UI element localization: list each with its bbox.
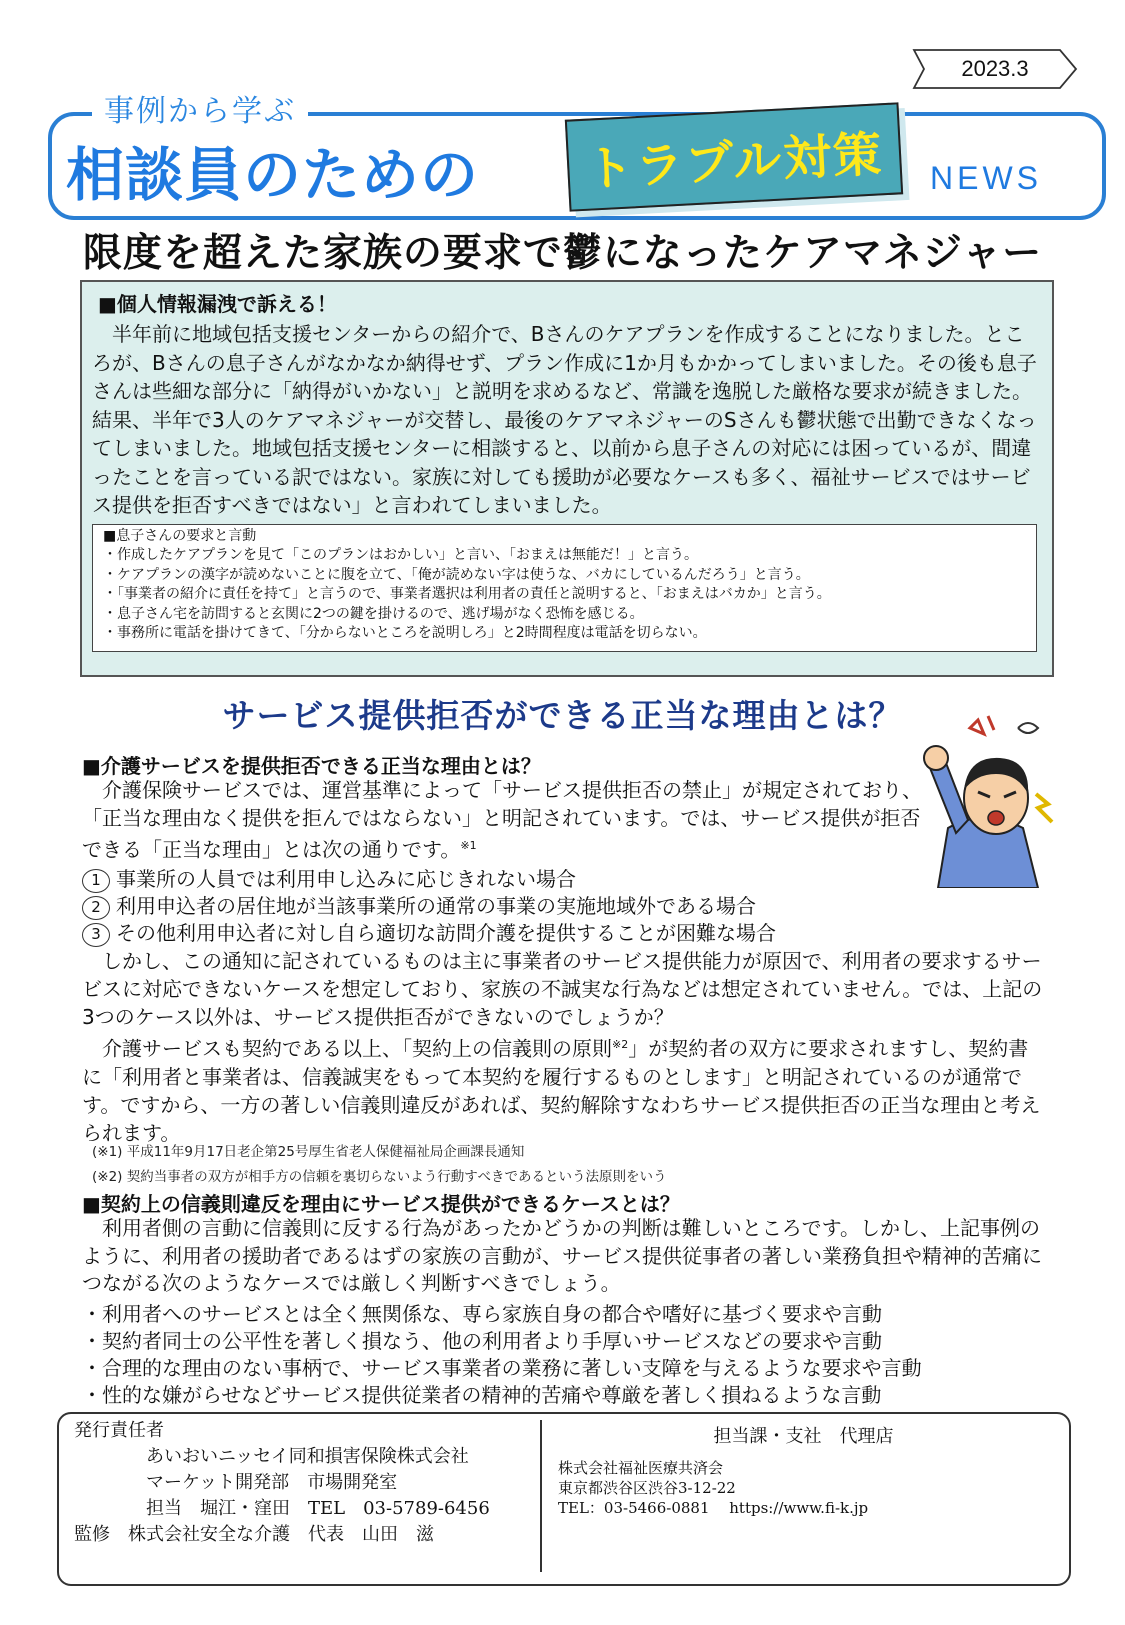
son-behavior-heading: ■息子さんの要求と言動 [103, 528, 257, 544]
page-headline: 限度を超えた家族の要求で鬱になったケアマネジャー [82, 231, 1043, 276]
reason-text: その他利用申込者に対し自ら適切な訪問介護を提供することが困難な場合 [116, 921, 776, 945]
para2-text-a: 介護サービスも契約である以上、「契約上の信義則の原則 [102, 1036, 612, 1061]
son-behavior-item: ・作成したケアプランを見て「このプランはおかしい」と言い、「おまえは無能だ！」と言う。 [103, 547, 698, 563]
footnote: (※1) 平成11年9月17日老企第25号厚生省老人保健福祉局企画課長通知 [92, 1144, 525, 1160]
list-item: ・契約者同士の公平性を著しく損なう、他の利用者より手厚いサービスなどの要求や言動 [82, 1329, 882, 1353]
publisher-line: 担当 堀江・窪田 TEL 03-5789-6456 [74, 1498, 490, 1519]
footnotes [92, 1140, 666, 1190]
sub-headline: サービス提供拒否ができる正当な理由とは？ [222, 696, 903, 735]
footnote: (※2) 契約当事者の双方が相手方の信頼を裏切らないよう行動すべきであるという法原則をいう [92, 1169, 667, 1185]
issue-date: 2023.3 [961, 56, 1029, 81]
case-heading: ■個人情報漏洩で訴える！ [98, 292, 337, 316]
son-behavior-item: ・「事業者の紹介に責任を持て」と言うので、事業者選択は利用者の責任と説明すると、「おまえはバカか」と言う。 [103, 586, 831, 602]
agency-line: 東京都渋谷区渋谷3-12-22 [558, 1479, 736, 1497]
header-kicker: 事例から学ぶ [92, 86, 308, 130]
trouble-banner [565, 102, 903, 211]
angry-man-illustration [908, 708, 1058, 888]
reason-text: 事業所の人員では利用申し込みに応じきれない場合 [116, 867, 576, 891]
news-label: NEWS [930, 160, 1042, 196]
date-tag [910, 48, 1080, 90]
reason-text: 利用申込者の居住地が当該事業所の通常の事業の実施地域外である場合 [116, 894, 756, 918]
agency-line: 株式会社福祉医療共済会 [558, 1459, 724, 1477]
reason-number: 2 [82, 896, 110, 920]
footnote-ref: ※2 [612, 1038, 629, 1051]
section1-heading: ■介護サービスを提供拒否できる正当な理由とは？ [82, 754, 541, 778]
publisher-line: 発行責任者 [74, 1420, 164, 1441]
agency-info [558, 1458, 868, 1518]
son-behavior-item: ・事務所に電話を掛けてきて、「分からないところを説明しろ」と2時間程度は電話を切らない。 [103, 625, 707, 641]
section2-body: 利用者側の言動に信義則に反する行為があったかどうかの判断は難しいところです。しかし、上記事例のように、利用者の援助者であるはずの家族の言動が、サービス提供従事者の著しい業務負担や精神的苦痛につながる次のようなケースでは厳しく判断すべきでしょう。 [82, 1216, 1042, 1295]
agency-line: TEL：03-5466-0881 https://www.fi-k.jp [558, 1499, 869, 1517]
section1-intro-text: 介護保険サービスでは、運営基準によって「サービス提供拒否の禁止」が規定されており、「正当な理由なく提供を拒んではならない」と明記されています。では、サービス提供が拒否できる「正当な理由」とは次の通りです。 [82, 778, 922, 862]
section1-paragraph [82, 1031, 1047, 1147]
reason-item [82, 866, 776, 893]
section1-intro [82, 776, 922, 864]
trouble-label: トラブル対策 [583, 126, 885, 198]
reason-item [82, 920, 776, 947]
case-body: 半年前に地域包括支援センターからの紹介で、Bさんのケアプランを作成することになりました。ところが、Bさんの息子さんがなかなか納得せず、プラン作成に1か月もかかってしまいました。その後も息子さんは些細な部分に「納得がいかない」と説明を求めるなど、常識を逸脱した厳格な要求が続きました。結果、半年で3人のケアマネジャーが交替し、最後のケアマネジャーのSさんも鬱状態で出勤できなくなってしまいました。地域包括支援センターに相談すると、以前から息子さんの対応には困っているが、間違ったことを言っている訳ではない。家族に対しても援助が必要なケースも多く、福祉サービスではサービス提供を拒否すべきではない」と言われてしまいました。 [92, 322, 1037, 517]
publisher-info [74, 1418, 490, 1548]
para2-text-b: 」が契約者の双方に要求されますし、契約書に「利用者と事業者は、信義誠実をもって本契約を履行するものとします」と明記されているのが通常です。ですから、一方の著しい信義則違反があれば、契約解除すなわちサービス提供拒否の正当な理由と考えられます。 [82, 1036, 1041, 1145]
son-behavior-item: ・息子さん宅を訪問すると玄関に2つの鍵を掛けるので、逃げ場がなく恐怖を感じる。 [103, 605, 644, 622]
reason-item [82, 893, 776, 920]
section2-heading: ■契約上の信義則違反を理由にサービス提供ができるケースとは？ [82, 1192, 680, 1216]
list-item: ・利用者へのサービスとは全く無関係な、専ら家族自身の都合や嗜好に基づく要求や言動 [82, 1302, 882, 1326]
publisher-line: 監修 株式会社安全な介護 代表 山田 滋 [74, 1524, 434, 1545]
list-item: ・性的な嫌がらせなどサービス提供従業者の精神的苦痛や尊厳を著しく損ねるような言動 [82, 1383, 882, 1407]
footnote-ref: ※1 [460, 839, 477, 852]
son-behavior-item: ・ケアプランの漢字が読めないことに腹を立て、「俺が読めない字は使うな、バカにしているんだろう」と言う。 [103, 566, 810, 583]
list-item: ・合理的な理由のない事柄で、サービス事業者の業務に著しい支障を与えるような要求や言動 [82, 1356, 922, 1380]
section1-paragraph: しかし、この通知に記されているものは主に事業者のサービス提供能力が原因で、利用者の要求するサービスに対応できないケースを想定しており、家族の不誠実な行為などは想定されていません。では、上記の3つのケース以外は、サービス提供拒否ができないのでしょうか？ [82, 949, 1043, 1029]
publisher-line: マーケット開発部 市場開発室 [74, 1472, 398, 1493]
header-title: 相談員のための [66, 141, 480, 209]
breach-cases-list [82, 1301, 922, 1409]
valid-reasons-list [82, 866, 776, 947]
reason-number: 1 [82, 869, 110, 893]
section1-body [82, 947, 1047, 1147]
son-behavior-box [92, 524, 1037, 652]
agency-title: 担当課・支社 代理店 [713, 1426, 894, 1447]
reason-number: 3 [82, 923, 110, 947]
publisher-line: あいおいニッセイ同和損害保険株式会社 [74, 1446, 469, 1467]
